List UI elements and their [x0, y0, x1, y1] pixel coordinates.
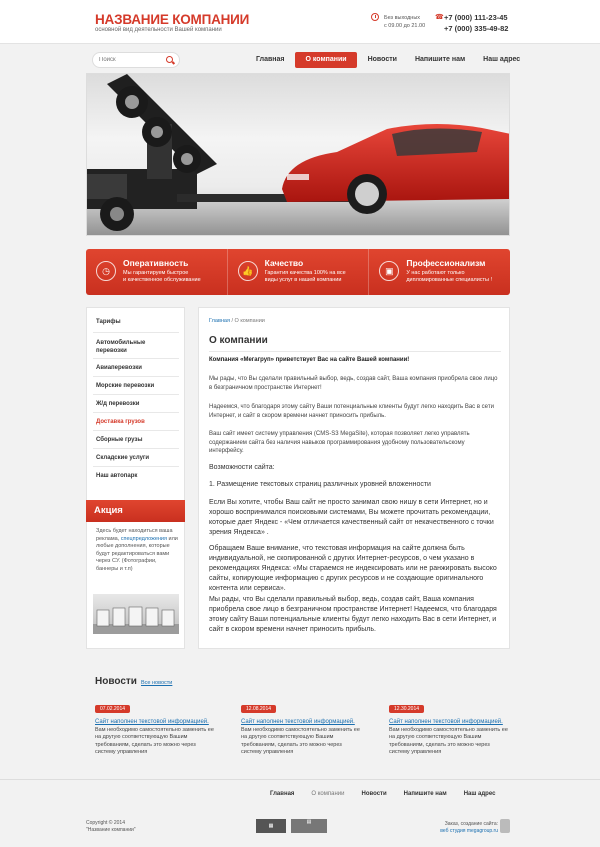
news-date: 12.30.2014 [389, 705, 424, 713]
sidebar [86, 307, 185, 649]
clock-icon: ◷ [96, 261, 116, 281]
phone-icon: ☎ [435, 14, 444, 21]
copyright [86, 820, 136, 833]
megagroup-logo-icon[interactable] [500, 819, 510, 833]
footer-nav-about[interactable]: О компании [311, 791, 345, 797]
divider [209, 351, 501, 352]
news-headline-link[interactable]: Сайт наполнен текстовой информацией. [241, 719, 355, 725]
divider [93, 332, 179, 333]
news-date: 12.08.2014 [241, 705, 276, 713]
divider [93, 412, 179, 413]
clock-icon [371, 13, 379, 21]
banner-image [86, 73, 510, 236]
sidebar-item-auto[interactable]: Автомобильные перевозки [96, 340, 146, 354]
promo-title: Акция [86, 500, 185, 522]
feature-text-line: виды услуг в нашей компании [264, 277, 342, 283]
sidebar-item-sea[interactable]: Морские перевозки [96, 383, 155, 389]
feature-title: Оперативность [123, 258, 189, 268]
main-content [198, 307, 510, 649]
sidebar-item-storage[interactable]: Складские услуги [96, 455, 150, 461]
paragraph-4: Возможности сайта: [209, 464, 275, 471]
news-text: Вам необходимо самостоятельно заменить ее на другую соответствующую Вашим требованиям, сделать это можно через систему управления [95, 726, 214, 755]
phones [444, 12, 508, 34]
hours-line-1: Без выходных [384, 15, 421, 21]
feature-speed [86, 249, 227, 295]
feature-text [123, 270, 227, 284]
phone-2[interactable]: +7 (000) 335-49-82 [444, 24, 509, 33]
studio-link[interactable]: веб студия megagroup.ru [440, 827, 498, 834]
promo-text-part: или любые дополнения, которые будут редактироваться вами через CУ. (Фотографии, баннеры и т.п) [96, 535, 178, 572]
nav-item-contact[interactable]: Напишите нам [414, 56, 466, 63]
sidebar-item-tariffs[interactable]: Тарифы [96, 319, 121, 325]
trucks-illustration [93, 594, 179, 634]
breadcrumb-separator: / [231, 318, 233, 324]
footer-nav-address[interactable]: Наш адрес [463, 791, 496, 797]
trucks-image [93, 594, 179, 634]
made-by-line: Заказ, создание сайта: [444, 821, 498, 827]
paragraph-6: Если Вы хотите, чтобы Ваш сайт не просто занимал свою нишу в сети Интернет, но и хорошо воспринимался поисковыми системами, Вы можете прочитать рекомендации, которые дает Яндекс - «Чем отличается качественный сайт от некачественного с точки зрения Яндекса» . [209, 499, 494, 536]
paragraph-2: Надеемся, что благодаря этому сайту Ваши потенциальные клиенты будут легко находить Вас в сети Интернет, и сайт в скором времени начнет приносить прибыль. [209, 404, 494, 419]
promo-text [96, 528, 180, 573]
nav-item-about[interactable]: О компании [295, 52, 356, 68]
divider [93, 430, 179, 431]
hours-line-2: с 09.00 до 21.00 [384, 23, 426, 29]
sidebar-item-fleet[interactable]: Наш автопарк [96, 473, 138, 479]
footer-nav-home[interactable]: Главная [270, 791, 295, 797]
sidebar-item-groupage[interactable]: Сборные грузы [96, 437, 143, 443]
feature-quality [227, 249, 369, 295]
search-box [92, 52, 180, 68]
footer-nav-news[interactable]: Новости [361, 791, 387, 797]
phone-1[interactable]: +7 (000) 111-23-45 [444, 13, 508, 22]
rating-badge-icon[interactable]: ▤ [291, 819, 327, 833]
news-date: 07.02.2014 [95, 705, 130, 713]
sidebar-item-delivery[interactable]: Доставка грузов [96, 419, 145, 425]
news-headline-link[interactable]: Сайт наполнен текстовой информацией. [95, 719, 209, 725]
footer-nav [270, 791, 512, 797]
feature-text-line: Мы гарантируем быстрое [123, 270, 189, 276]
divider [93, 358, 179, 359]
feature-professionalism [368, 249, 510, 295]
sidebar-item-air[interactable]: Авиаперевозки [96, 365, 142, 371]
feature-text [265, 270, 369, 284]
feature-text [406, 270, 510, 284]
feature-text-line: дипломированные специалисты ! [406, 277, 493, 283]
divider [93, 466, 179, 467]
news-item [241, 697, 361, 757]
page-title: О компании [209, 335, 268, 346]
footer-divider [0, 779, 600, 780]
logo-title[interactable]: НАЗВАНИЕ КОМПАНИИ [95, 12, 250, 27]
divider [93, 376, 179, 377]
copyright-line-2: "Название компании" [86, 826, 136, 833]
nav-item-news[interactable]: Новости [367, 56, 397, 63]
made-by [440, 821, 498, 834]
logo-subtitle: основной вид деятельности Вашей компании [95, 27, 222, 33]
intro-text: Компания «Мегагруп» приветствует Вас на сайте Вашей компании! [209, 357, 410, 363]
breadcrumb [209, 318, 265, 324]
search-input[interactable] [99, 55, 165, 65]
briefcase-icon: ▣ [379, 261, 399, 281]
search-icon[interactable] [166, 56, 173, 63]
news-text: Вам необходимо самостоятельно заменить ее на другую соответствующую Вашим требованиям, сделать это можно через систему управления [389, 726, 508, 755]
feature-text-line: У нас работают только [406, 270, 465, 276]
header [0, 0, 600, 44]
nav-item-address[interactable]: Наш адрес [483, 56, 521, 63]
news-headline-link[interactable]: Сайт наполнен текстовой информацией. [389, 719, 503, 725]
divider [93, 394, 179, 395]
paragraph-5: 1. Размещение текстовых страниц различных уровней вложенности [209, 481, 431, 488]
work-hours [384, 14, 425, 30]
footer-nav-contact[interactable]: Напишите нам [403, 791, 447, 797]
paragraph-3: Ваш сайт имеет систему управления (CMS-S3 MegaSite), которая позволяет легко управлять содержанием сайта без наличия навыков программирования удобному пользовательскому интерфейсу. [209, 431, 470, 454]
breadcrumb-current: О компании [234, 318, 265, 324]
paragraph-8: Мы рады, что Вы сделали правильный выбор, ведь, создав сайт, Ваша компания приобрела свое лицо в безграничном пространстве Интернет! Надеемся, что благодаря этому сайту Ваши потенциальные клиенты будут легко находить Вас в сети Интернет, и сайт в скором времени начнет приносить прибыль. [209, 596, 497, 633]
news-title: Новости [95, 676, 137, 687]
counter-badge-icon[interactable]: ▦ [256, 819, 286, 833]
tow-truck-car-illustration [87, 74, 510, 236]
feature-text-line: и качественное обслуживание [123, 277, 201, 283]
divider [93, 448, 179, 449]
nav-item-home[interactable]: Главная [256, 56, 285, 63]
features-bar [86, 249, 510, 295]
promo-text-part: Здесь будет находиться ваша реклама, [96, 528, 173, 542]
breadcrumb-home[interactable]: Главная [209, 318, 230, 324]
news-item [389, 697, 509, 757]
sidebar-item-rail[interactable]: Ж/д перевозки [96, 401, 140, 407]
feature-title: Профессионализм [406, 258, 486, 268]
news-text: Вам необходимо самостоятельно заменить ее на другую соответствующую Вашим требованиям, сделать это можно через систему управления [241, 726, 360, 755]
news-item [95, 697, 215, 757]
paragraph-7: Обращаем Ваше внимание, что текстовая информация на сайте должна быть индивидуальной, не скопированной с других Интернет-ресурсов, о чем указано в рекомендациях Яндекса: «Мы стараемся не индексировать или не ранжировать высоко сайты, копирующие информацию с других ресурсов и не создающие оригинального контента или сервиса». [209, 545, 497, 592]
copyright-line-1: Copyright © 2014 [86, 820, 125, 826]
feature-text-line: Гарантия качества 100% на все [264, 270, 346, 276]
thumb-up-icon: 👍 [238, 261, 258, 281]
feature-title: Качество [264, 258, 304, 268]
main-nav [249, 52, 531, 68]
paragraph-1: Мы рады, что Вы сделали правильный выбор, ведь, создав сайт, Ваша компания приобрела свое лицо в безграничном пространстве Интернет! [209, 376, 498, 391]
promo-link[interactable]: спецпредложения [120, 535, 167, 542]
all-news-link[interactable]: Все новости [141, 680, 173, 686]
